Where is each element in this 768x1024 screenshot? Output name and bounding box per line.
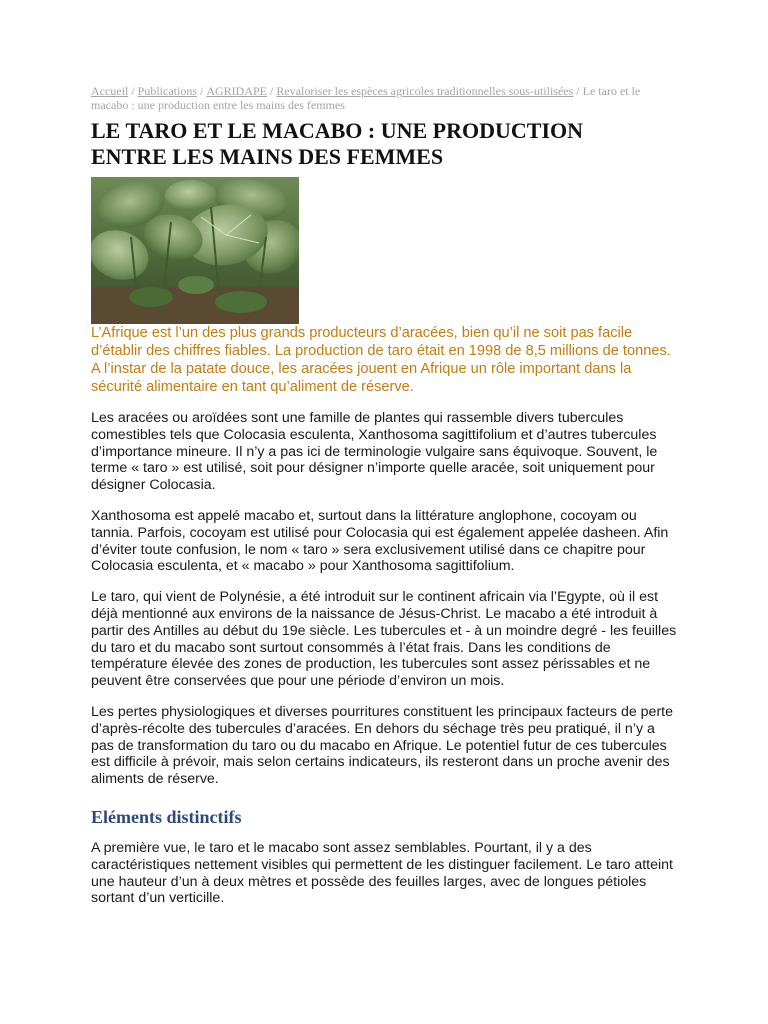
- breadcrumb-link-publications[interactable]: Publications: [137, 84, 197, 98]
- breadcrumb-link-accueil[interactable]: Accueil: [91, 84, 129, 98]
- article-paragraph: Les aracées ou aroïdées sont une famille de plantes qui rassemble divers tubercules comestibles tels que Colocasia esculenta, Xanthosoma sagittifolium et d’autres tubercules d’importance mineure. Il n’y a pas ici de terminologie vulgaire sans équivoque. Souvent, le terme « taro » est utilisé, soit pour désigner n’importe quelle aracée, soit uniquement pour désigner Colocasia.: [91, 410, 658, 494]
- section-heading: Eléments distinctifs: [91, 806, 242, 827]
- breadcrumb-separator: /: [131, 84, 135, 98]
- taro-plants-photo: [91, 177, 299, 324]
- article-paragraph: Les pertes physiologiques et diverses pourritures constituent les principaux facteurs de perte d’après-récolte des tubercules d’aracées. En dehors du séchage très peu pratiqué, il n’y a pas de transformation du taro ou du macabo en Afrique. Le potentiel futur de ces tubercules est difficile à prévoir, mais selon certains indicateurs, ils resteront dans un proche avenir des aliments de réserve.: [91, 703, 674, 788]
- article-paragraph: Le taro, qui vient de Polynésie, a été introduit sur le continent africain via l’Egypte, où il est déjà mentionné aux environs de la naissance de Jésus-Christ. Le macabo a été introduit à partir des Antilles au début du 19e siècle. Les tubercules et - à un moindre degré - les feuilles du taro et du macabo sont surtout consommés à l’état frais. Dans les conditions de température élevée des zones de production, les tubercules sont assez périssables et ne peuvent être conservées que pour une période d’environ un mois.: [91, 589, 677, 690]
- breadcrumb-separator: /: [576, 84, 580, 98]
- breadcrumb-link-agridape[interactable]: AGRIDAPE: [206, 84, 268, 98]
- article-title: LE TARO ET LE MACABO : UNE PRODUCTION ENTRE LES MAINS DES FEMMES: [91, 118, 584, 169]
- breadcrumb-separator: /: [270, 84, 274, 98]
- breadcrumb-current: Le taro et le macabo : une production entre les mains des femmes: [91, 84, 641, 112]
- breadcrumb-separator: /: [200, 84, 204, 98]
- breadcrumb: [91, 84, 671, 112]
- breadcrumb-link-revaloriser[interactable]: Revaloriser les espèces agricoles traditionnelles sous-utilisées: [276, 84, 574, 98]
- article-paragraph: Xanthosoma est appelé macabo et, surtout dans la littérature anglophone, cocoyam ou tannia. Parfois, cocoyam est utilisé pour Colocasia qui est également appelée dasheen. Afin d’éviter toute confusion, le nom « taro » sera exclusivement utilisé dans ce chapitre pour Colocasia esculenta, et « macabo » pour Xanthosoma sagittifolium.: [91, 507, 669, 575]
- section-paragraph: A première vue, le taro et le macabo sont assez semblables. Pourtant, il y a des caractéristiques nettement visibles qui permettent de les distinguer facilement. Le taro atteint une hauteur d’un à deux mètres et possède des feuilles larges, avec de longues pétioles sortant d’un verticille.: [91, 839, 673, 907]
- article-lead: L’Afrique est l’un des plus grands producteurs d’aracées, bien qu’il ne soit pas facile d’établir des chiffres fiables. La production de taro était en 1998 de 8,5 millions de tonnes. A l’instar de la patate douce, les aracées jouent en Afrique un rôle important dans la sécurité alimentaire en tant qu’aliment de réserve.: [91, 325, 671, 395]
